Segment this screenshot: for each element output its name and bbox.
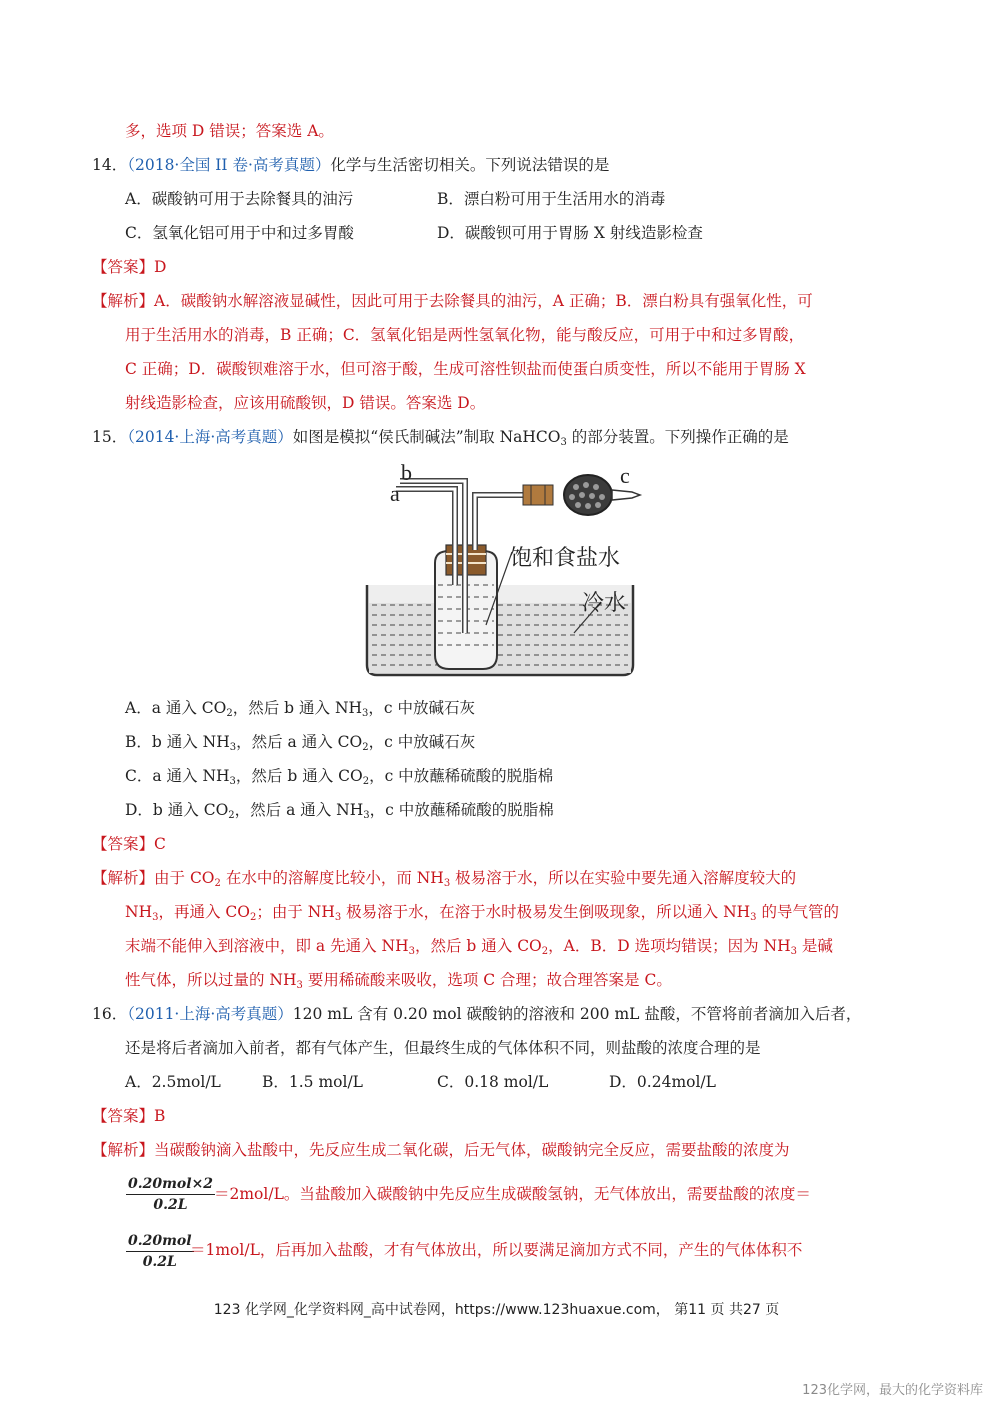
opt-text: B．b 通入 NH	[125, 733, 230, 751]
q14-option-a: A．碳酸钠可用于去除餐具的油污	[125, 190, 354, 208]
q15-answer	[92, 834, 166, 854]
q14-analysis-line-2: 用于生活用水的消毒，B 正确；C．氢氧化铝是两性氢氧化物，能与酸反应，可用于中和过多胃酸，	[125, 326, 805, 344]
opt-text: ，然后 b 通入 NH	[232, 699, 363, 717]
question-text: 如图是模拟“侯氏制碱法”制取 NaHCO	[292, 428, 561, 446]
q16-analysis-line-2: ＝2mol/L。当盐酸加入碳酸钠中先反应生成碳酸氢钠，无气体放出，需要盐酸的浓度＝	[214, 1185, 811, 1203]
fraction-2	[126, 1231, 194, 1272]
q16-option-b: B．1.5 mol/L	[262, 1073, 363, 1091]
q16-option-d: D．0.24mol/L	[609, 1073, 716, 1091]
question-number: 16．	[92, 1005, 128, 1023]
q15-option-d	[125, 800, 554, 826]
opt-text: ，c 中放蘸稀硫酸的脱脂棉	[369, 801, 554, 819]
question-16-stem	[92, 1004, 861, 1024]
answer-label: 【答案】	[92, 1107, 155, 1125]
q15-analysis-line-3	[125, 936, 833, 962]
q15-analysis-line-4	[125, 970, 672, 996]
opt-text: A．a 通入 CO	[125, 699, 227, 717]
subscript: 2	[214, 878, 221, 889]
question-14-stem	[92, 155, 609, 175]
t: 由于 CO	[154, 869, 215, 887]
answer-value: C	[154, 835, 166, 853]
t: 的导气管的	[756, 903, 839, 921]
fraction-2-numerator: 0.20mol	[126, 1231, 194, 1252]
q15-option-c	[125, 766, 553, 792]
subscript: 3	[408, 946, 415, 957]
t: 极易溶于水，所以在实验中要先通入溶解度较大的	[450, 869, 797, 887]
q14-analysis-line-3: C 正确；D．碳酸钡难溶于水，但可溶于酸，生成可溶性钡盐而使蛋白质变性，所以不能用于胃肠 X	[125, 360, 806, 378]
question-text: 120 mL 含有 0.20 mol 碳酸钠的溶液和 200 mL 盐酸，不管将前者滴加入后者，	[292, 1005, 862, 1023]
question-text: 化学与生活密切相关。下列说法错误的是	[330, 156, 610, 174]
opt-text: ，然后 a 通入 CO	[236, 733, 363, 751]
question-text-tail: 的部分装置。下列操作正确的是	[566, 428, 789, 446]
subscript: 3	[229, 742, 237, 753]
subscript: 3	[362, 708, 369, 719]
t: 极易溶于水，在溶于水时极易发生倒吸现象，所以通入 NH	[341, 903, 751, 921]
subscript: 3	[363, 810, 370, 821]
opt-text: ，c 中放碱石灰	[368, 733, 476, 751]
q14-option-d: D．碳酸钡可用于胃肠 X 射线造影检查	[437, 224, 703, 242]
opt-text: ，然后 b 通入 CO	[235, 767, 363, 785]
q14-option-c: C．氢氧化铝可用于中和过多胃酸	[125, 224, 354, 242]
q14-analysis-line-1	[92, 291, 813, 311]
q14-analysis-line-4: 射线造影检查，应该用硫酸钡，D 错误。答案选 D。	[125, 394, 486, 412]
subscript: 3	[790, 946, 797, 957]
watermark: 123化学网，最大的化学资料库	[802, 1383, 983, 1398]
apparatus-figure	[360, 455, 660, 683]
answer-value: B	[154, 1107, 166, 1125]
label-c: c	[620, 463, 630, 488]
subscript: 3	[750, 912, 757, 923]
q16-analysis-line-3: ＝1mol/L，后再加入盐酸，才有气体放出，所以要满足滴加方式不同，产生的气体体积不	[190, 1241, 803, 1259]
t: NH	[125, 903, 153, 921]
question-source: （2011·上海·高考真题）	[127, 1005, 293, 1023]
fraction-1-numerator: 0.20mol×2	[126, 1174, 215, 1195]
subscript: 2	[541, 946, 549, 957]
t: ；由于 NH	[256, 903, 335, 921]
t: ，A．B．D 选项均错误；因为 NH	[548, 937, 791, 955]
subscript: 3	[560, 437, 567, 448]
subscript: 3	[334, 912, 342, 923]
fraction-1	[126, 1174, 215, 1215]
q16-answer	[92, 1106, 165, 1126]
subscript: 2	[226, 708, 233, 719]
q15-analysis-line-1	[92, 868, 796, 894]
fraction-1-denominator: 0.2L	[153, 1197, 188, 1213]
subscript: 2	[228, 810, 235, 821]
analysis-label: 【解析】	[92, 869, 155, 887]
page-footer: 123 化学网_化学资料网_高中试卷网，https://www.123huaxue.com， 第11 页 共27 页	[213, 1302, 780, 1318]
analysis-label: 【解析】	[92, 292, 155, 310]
q14-answer	[92, 257, 166, 277]
previous-analysis-tail: 多，选项 D 错误；答案选 A。	[125, 122, 334, 140]
subscript: 2	[362, 776, 370, 787]
question-source: （2018·全国 II 卷·高考真题）	[127, 156, 331, 174]
opt-text: ，c 中放碱石灰	[368, 699, 476, 717]
answer-label: 【答案】	[92, 835, 155, 853]
subscript: 2	[362, 742, 369, 753]
opt-text: ，c 中放蘸稀硫酸的脱脂棉	[369, 767, 554, 785]
label-b: b	[401, 460, 412, 485]
q16-option-c: C．0.18 mol/L	[437, 1073, 549, 1091]
q16-option-a: A．2.5mol/L	[125, 1073, 221, 1091]
subscript: 3	[229, 776, 236, 787]
subscript: 3	[296, 980, 303, 991]
fraction-2-denominator: 0.2L	[142, 1254, 177, 1270]
label-a: a	[390, 481, 400, 506]
analysis-label: 【解析】	[92, 1141, 155, 1159]
label-cold-water: 冷水	[582, 591, 627, 616]
t: 在水中的溶解度比较小，而 NH	[220, 869, 444, 887]
analysis-text: 当碳酸钠滴入盐酸中，先反应生成二氧化碳，后无气体，碳酸钠完全反应，需要盐酸的浓度为	[154, 1141, 790, 1159]
subscript: 3	[443, 878, 451, 889]
q15-option-a	[125, 698, 475, 724]
subscript: 2	[249, 912, 257, 923]
answer-value: D	[154, 258, 167, 276]
q15-analysis-line-2	[125, 902, 839, 928]
t: 末端不能伸入到溶液中，即 a 先通入 NH	[125, 937, 409, 955]
t: 是碱	[796, 937, 833, 955]
label-saturated-brine: 饱和食盐水	[510, 546, 621, 571]
t: 要用稀硫酸来吸收，选项 C 合理；故合理答案是 C。	[302, 971, 672, 989]
answer-label: 【答案】	[92, 258, 155, 276]
question-number: 14．	[92, 156, 128, 174]
analysis-text: A．碳酸钠水解溶液显碱性，因此可用于去除餐具的油污，A 正确；B．漂白粉具有强氧化性，可	[154, 292, 813, 310]
question-source: （2014·上海·高考真题）	[127, 428, 293, 446]
opt-text: D．b 通入 CO	[125, 801, 229, 819]
q15-option-b	[125, 732, 475, 758]
question-15-stem	[92, 427, 789, 453]
q16-analysis-line-1	[92, 1140, 790, 1160]
opt-text: C．a 通入 NH	[125, 767, 230, 785]
q14-option-b: B．漂白粉可用于生活用水的消毒	[437, 190, 666, 208]
question-16-stem-line-2: 还是将后者滴加入前者，都有气体产生，但最终生成的气体体积不同，则盐酸的浓度合理的是	[125, 1039, 761, 1057]
t: ，然后 b 通入 CO	[414, 937, 542, 955]
t: ，再通入 CO	[158, 903, 250, 921]
subscript: 3	[152, 912, 159, 923]
question-number: 15．	[92, 428, 128, 446]
t: 性气体，所以过量的 NH	[125, 971, 297, 989]
opt-text: ，然后 a 通入 NH	[234, 801, 364, 819]
